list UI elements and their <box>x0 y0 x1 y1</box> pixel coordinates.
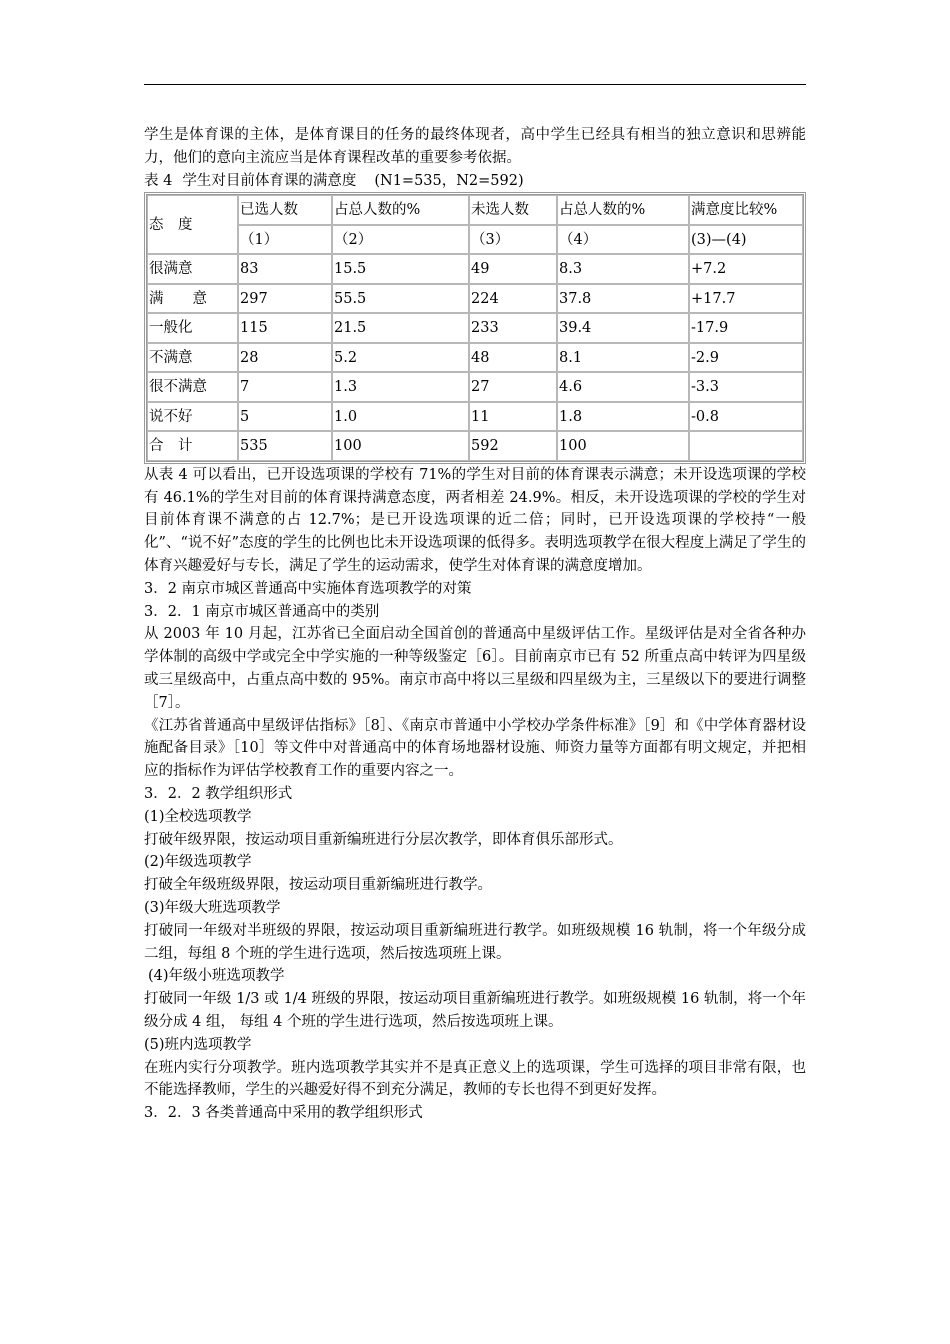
table-cell: 37.8 <box>557 284 689 314</box>
table-cell: 224 <box>469 284 557 314</box>
attitude-cell: 一般化 <box>147 313 238 343</box>
form-title: (1)全校选项教学 <box>144 808 252 825</box>
table-cell: -0.8 <box>689 402 803 432</box>
form-description: 打破年级界限，按运动项目重新编班进行分层次教学，即体育俱乐部形式。 <box>144 831 623 848</box>
attitude-cell: 很不满意 <box>147 372 238 402</box>
attitude-cell: 很满意 <box>147 254 238 284</box>
form-title: (5)班内选项教学 <box>144 1036 252 1053</box>
table-cell <box>689 431 803 461</box>
table-cell: +7.2 <box>689 254 803 284</box>
table-cell: 4.6 <box>557 372 689 402</box>
table-caption-n: (N1=535，N2=592) <box>374 172 524 189</box>
table-cell: 48 <box>469 343 557 373</box>
form-title: (3)年级大班选项教学 <box>144 900 281 917</box>
table-cell: 535 <box>238 431 332 461</box>
table-header-row <box>147 195 803 225</box>
table-row <box>147 284 803 314</box>
attitude-cell: 说不好 <box>147 402 238 432</box>
table-cell: -17.9 <box>689 313 803 343</box>
attitude-header: 态 度 <box>147 195 238 254</box>
subheader-cell: （4） <box>557 225 689 255</box>
form-title: (4)年级小班选项教学 <box>148 968 285 985</box>
table-cell: 8.3 <box>557 254 689 284</box>
table-row <box>147 254 803 284</box>
table-cell: -2.9 <box>689 343 803 373</box>
attitude-cell: 满 意 <box>147 284 238 314</box>
subheader-cell: （1） <box>238 225 332 255</box>
form-title: (2)年级选项教学 <box>144 854 252 871</box>
table-row <box>147 402 803 432</box>
subheader-cell: （2） <box>332 225 469 255</box>
attitude-cell: 合 计 <box>147 431 238 461</box>
table-cell: 5 <box>238 402 332 432</box>
satisfaction-table <box>144 192 806 464</box>
table-total-row <box>147 431 803 461</box>
table-cell: +17.7 <box>689 284 803 314</box>
table-subheader-row <box>147 225 803 255</box>
header-cell: 未选人数 <box>469 195 557 225</box>
table-cell: 592 <box>469 431 557 461</box>
intro-paragraph: 学生是体育课的主体，是体育课目的任务的最终体现者，高中学生已经具有相当的独立意识和思辨能力，他们的意向主流应当是体育课程改革的重要参考依据。 <box>144 127 806 166</box>
table-cell: 27 <box>469 372 557 402</box>
table-caption-title: 学生对目前体育课的满意度 <box>182 172 357 189</box>
header-cell: 满意度比较% <box>689 195 803 225</box>
table-row <box>147 313 803 343</box>
table-cell: 11 <box>469 402 557 432</box>
form-description: 打破同一年级对半班级的界限，按运动项目重新编班进行教学。如班级规模 16 轨制，将一个年级分成二组，每组 8 个班的学生进行选项，然后按选项班上课。 <box>144 922 806 962</box>
table-cell: 55.5 <box>332 284 469 314</box>
table-cell: 49 <box>469 254 557 284</box>
table-cell: -3.3 <box>689 372 803 402</box>
documents-paragraph: 《江苏省普通高中星级评估指标》［8］、《南京市普通中小学校办学条件标准》［9］和《中学体育器材设施配备目录》［10］等文件中对普通高中的体育场地器材设施、师资力量等方面都有明文规定，并把相应的指标作为评估学校教育工作的重要内容之一。 <box>144 717 806 780</box>
header-rule <box>144 84 806 85</box>
table-cell: 83 <box>238 254 332 284</box>
table-cell: 7 <box>238 372 332 402</box>
header-cell: 占总人数的% <box>332 195 469 225</box>
section-heading-3-2-2: 3．2．2 教学组织形式 <box>144 786 293 803</box>
table-cell: 1.3 <box>332 372 469 402</box>
table-cell: 1.8 <box>557 402 689 432</box>
header-cell: 占总人数的% <box>557 195 689 225</box>
table-cell: 233 <box>469 313 557 343</box>
table-cell: 15.5 <box>332 254 469 284</box>
section-heading-3-2: 3．2 南京市城区普通高中实施体育选项教学的对策 <box>144 580 472 597</box>
table-row <box>147 343 803 373</box>
section-heading-3-2-1: 3．2．1 南京市城区普通高中的类别 <box>144 603 380 620</box>
star-rating-paragraph: 从 2003 年 10 月起，江苏省已全面启动全国首创的普通高中星级评估工作。星级评估是对全省各种办学体制的高级中学或完全中学实施的一种等级鉴定［6］。目前南京市已有 52 所重点高中转评为四星级或三星级高中，占重点高中数的 95%。南京市高中将以三星级和四星级为主，三星级以下的要进行调整［7］。 <box>144 626 806 711</box>
table-cell: 28 <box>238 343 332 373</box>
table-cell: 5.2 <box>332 343 469 373</box>
table-cell: 115 <box>238 313 332 343</box>
table-caption <box>144 170 806 193</box>
form-description: 打破同一年级 1/3 或 1/4 班级的界限，按运动项目重新编班进行教学。如班级规模 16 轨制，将一个年级分成 4 组， 每组 4 个班的学生进行选项，然后按选项班上课。 <box>144 991 806 1031</box>
table-cell: 39.4 <box>557 313 689 343</box>
table-cell: 8.1 <box>557 343 689 373</box>
table-caption-label: 表 4 <box>144 172 173 189</box>
table-cell: 100 <box>557 431 689 461</box>
table-row <box>147 372 803 402</box>
form-description: 打破全年级班级界限，按运动项目重新编班进行教学。 <box>144 877 492 894</box>
analysis-paragraph: 从表 4 可以看出，已开设选项课的学校有 71%的学生对目前的体育课表示满意；未开设选项课的学校有 46.1%的学生对目前的体育课持满意态度，两者相差 24.9%。相反，未开设选项课的学校的学生对目前体育课不满意的占 12.7%；是已开设选项课的近二倍；同时，已开设选项课的学校持“一般化”、“说不好”态度的学生的比例也比未开设选项课的低得多。表明选项教学在很大程度上满足了学生的体育兴趣爱好与专长，满足了学生的运动需求，使学生对体育课的满意度增加。 <box>144 466 806 575</box>
subheader-cell: (3)—(4) <box>689 225 803 255</box>
document-body <box>144 124 806 1125</box>
attitude-cell: 不满意 <box>147 343 238 373</box>
table-cell: 100 <box>332 431 469 461</box>
subheader-cell: （3） <box>469 225 557 255</box>
header-cell: 已选人数 <box>238 195 332 225</box>
section-heading-3-2-3: 3．2．3 各类普通高中采用的教学组织形式 <box>144 1105 423 1122</box>
table-cell: 1.0 <box>332 402 469 432</box>
form-description: 在班内实行分项教学。班内选项教学其实并不是真正意义上的选项课，学生可选择的项目非常有限，也不能选择教师，学生的兴趣爱好得不到充分满足，教师的专长也得不到更好发挥。 <box>144 1059 806 1099</box>
table-cell: 297 <box>238 284 332 314</box>
table-cell: 21.5 <box>332 313 469 343</box>
